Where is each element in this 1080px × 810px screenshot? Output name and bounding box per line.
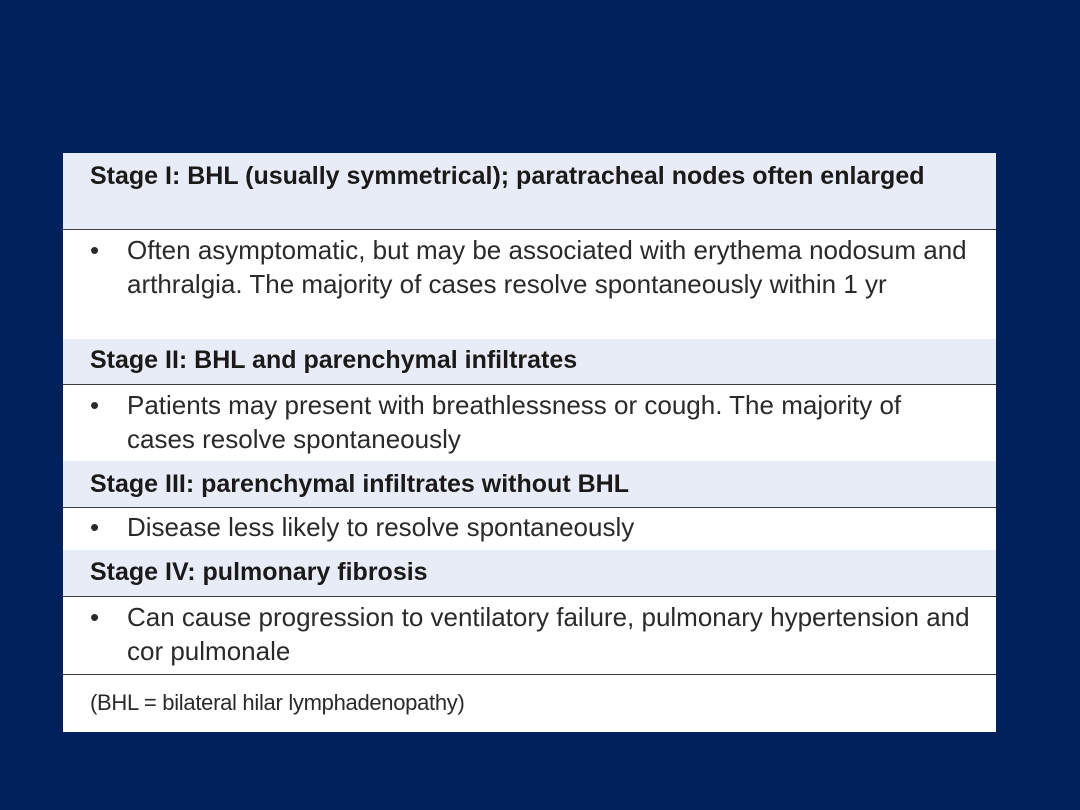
sarcoidosis-staging-table	[63, 153, 996, 732]
bullet-icon: •	[90, 390, 100, 420]
stage-3-bullet-text: Disease less likely to resolve spontaneously	[127, 512, 635, 542]
stage-3-bullet-item	[90, 510, 976, 544]
stage-1-header-text: Stage I: BHL (usually symmetrical); paratracheal nodes often enlarged	[90, 162, 925, 190]
footnote	[63, 674, 996, 732]
stage-2-bullet-text: Patients may present with breathlessness or cough. The majority of cases resolve spontaneously	[127, 390, 902, 454]
stage-2-header	[63, 339, 996, 384]
stage-1-bullet-text: Often asymptomatic, but may be associated with erythema nodosum and arthralgia. The majority of cases resolve spontaneously within 1 yr	[127, 235, 967, 299]
stage-4-header	[63, 550, 996, 596]
stage-4-bullet-item	[90, 600, 976, 668]
stage-1-body	[63, 229, 996, 339]
bullet-icon: •	[90, 235, 100, 265]
stage-3-header-text: Stage III: parenchymal infiltrates without BHL	[90, 470, 629, 498]
stage-4-body	[63, 596, 996, 674]
stage-3-body	[63, 507, 996, 550]
stage-1-bullet-item	[90, 233, 976, 301]
stage-2-header-text: Stage II: BHL and parenchymal infiltrates	[90, 346, 578, 374]
stage-2-body	[63, 384, 996, 461]
bullet-icon: •	[90, 512, 100, 542]
footnote-text: (BHL = bilateral hilar lymphadenopathy)	[90, 690, 465, 715]
stage-3-header	[63, 461, 996, 507]
stage-1-header	[63, 153, 996, 229]
stage-4-header-text: Stage IV: pulmonary fibrosis	[90, 558, 428, 586]
stage-4-bullet-text: Can cause progression to ventilatory failure, pulmonary hypertension and cor pulmonale	[127, 602, 970, 666]
stage-2-bullet-item	[90, 388, 976, 456]
bullet-icon: •	[90, 602, 100, 632]
